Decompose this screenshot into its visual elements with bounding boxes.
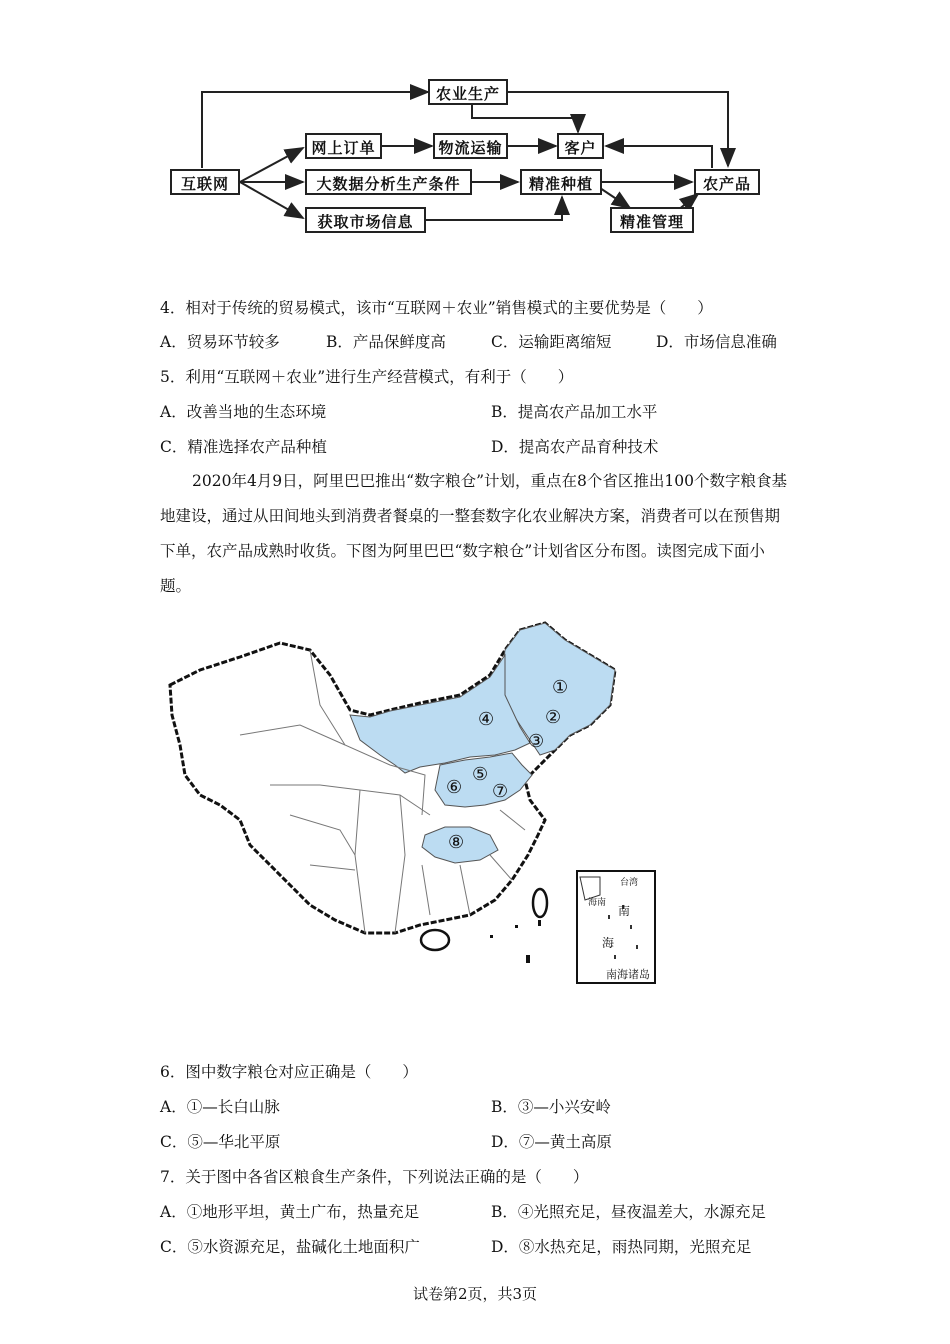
map-drawing: [160, 615, 660, 995]
q4-option-c: C．运输距离缩短: [491, 333, 612, 351]
q7-option-c: C．⑤水资源充足，盐碱化土地面积广: [160, 1238, 420, 1256]
flowchart: [160, 70, 800, 250]
q6-option-a: A．①—长白山脉: [160, 1098, 280, 1116]
node-agri-products: 农产品: [694, 169, 760, 195]
q4-option-a: A．贸易环节较多: [160, 333, 280, 351]
map-label-3: ③: [528, 731, 545, 752]
china-map: [160, 615, 660, 995]
q4-option-b: B．产品保鲜度高: [326, 333, 446, 351]
q5-option-a: A．改善当地的生态环境: [160, 403, 327, 421]
map-label-6: ⑥: [446, 777, 463, 798]
map-label-7: ⑦: [492, 781, 509, 802]
map-label-1: ①: [552, 677, 569, 698]
node-customer: 客户: [557, 133, 604, 159]
inset-label-taiwan: 台湾: [620, 878, 639, 888]
map-label-2: ②: [545, 707, 562, 728]
q5-option-c: C．精准选择农产品种植: [160, 438, 327, 456]
node-online-order: 网上订单: [305, 133, 382, 159]
map-label-8: ⑧: [448, 832, 465, 853]
passage: 2020年4月9日，阿里巴巴推出“数字粮仓”计划，重点在8个省区推出100个数字粮食基地建设，通过从田间地头到消费者餐桌的一整套数字化农业解决方案，消费者可以在预售期下单，农产品成熟时收货。下图为阿里巴巴“数字粮仓”计划省区分布图。读图完成下面小题。: [160, 472, 787, 595]
q4-stem: 4．相对于传统的贸易模式，该市“互联网＋农业”销售模式的主要优势是（ ）: [160, 299, 713, 317]
q6-option-b: B．③—小兴安岭: [491, 1098, 611, 1116]
q6-option-c: C．⑤—华北平原: [160, 1133, 281, 1151]
page-footer: 试卷第2页，共3页: [412, 1285, 538, 1303]
q7-stem: 7．关于图中各省区粮食生产条件，下列说法正确的是（ ）: [160, 1168, 589, 1186]
q5-option-b: B．提高农产品加工水平: [491, 403, 658, 421]
q7-option-a: A．①地形平坦，黄土广布，热量充足: [160, 1203, 420, 1221]
node-big-data: 大数据分析生产条件: [305, 169, 472, 195]
node-market-info: 获取市场信息: [305, 207, 426, 233]
q6-option-d: D．⑦—黄土高原: [491, 1133, 612, 1151]
south-china-sea-inset: [577, 871, 655, 983]
map-label-4: ④: [478, 709, 495, 730]
inset-label-south: 南: [618, 904, 631, 918]
q7-option-d: D．⑧水热充足，雨热同期，光照充足: [491, 1238, 752, 1256]
node-agri-production: 农业生产: [428, 79, 508, 105]
inset-label-islands: 南海诸岛: [606, 968, 650, 981]
q7-option-b: B．④光照充足，昼夜温差大，水源充足: [491, 1203, 766, 1221]
map-label-5: ⑤: [472, 764, 489, 785]
q5-option-d: D．提高农产品育种技术: [491, 438, 659, 456]
node-precise-management: 精准管理: [610, 207, 694, 233]
inset-label-sea: 海: [602, 936, 615, 950]
inset-label-hainan: 海南: [588, 898, 607, 908]
q6-stem: 6．图中数字粮仓对应正确是（ ）: [160, 1063, 418, 1081]
node-precise-planting: 精准种植: [520, 169, 602, 195]
node-internet: 互联网: [170, 169, 240, 195]
q5-stem: 5．利用“互联网＋农业”进行生产经营模式，有利于（ ）: [160, 368, 574, 386]
node-logistics: 物流运输: [433, 133, 508, 159]
q4-option-d: D．市场信息准确: [656, 333, 777, 351]
